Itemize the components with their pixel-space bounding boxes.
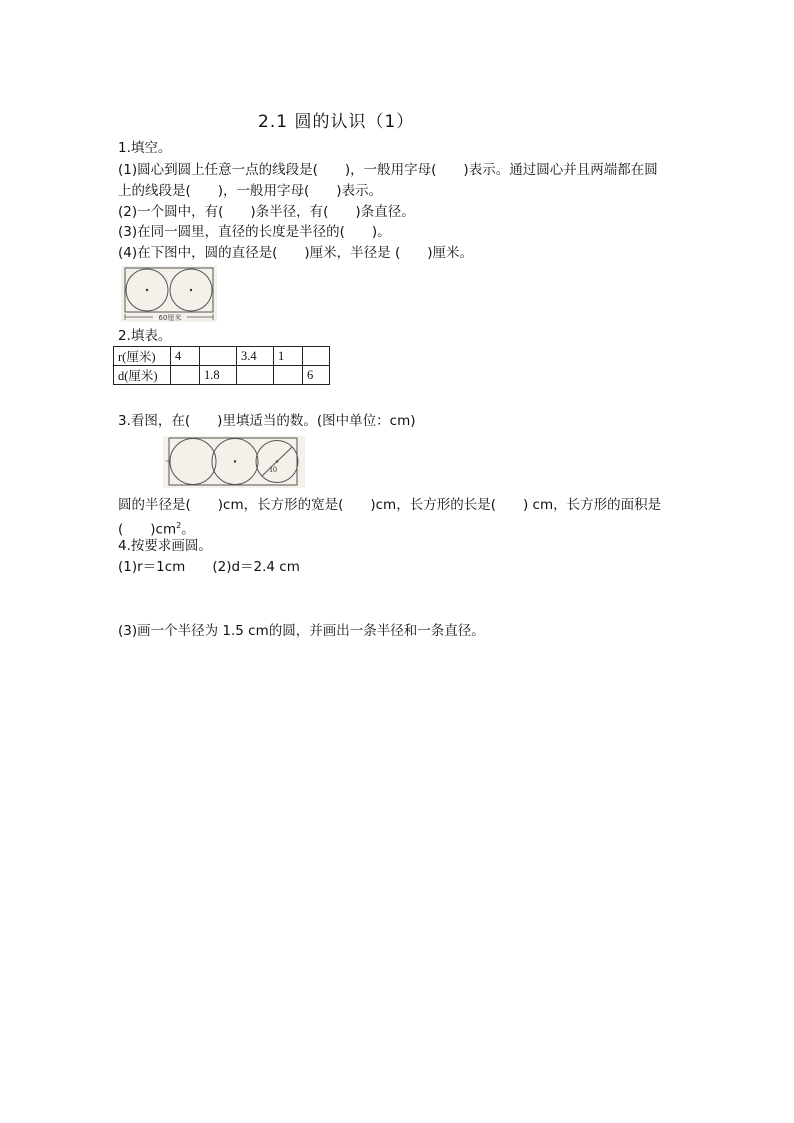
q3-line-2 (118, 518, 195, 538)
table-cell (171, 366, 200, 385)
q3-line-2-text: ( )cm (118, 521, 177, 538)
q1-line-4: (3)在同一圆里，直径的长度是半径的( )。 (118, 224, 391, 240)
q1-line-2: 上的线段是( )，一般用字母( )表示。 (118, 183, 383, 199)
table-row-label: r(厘米) (114, 347, 171, 366)
figure-width-label: 60厘米 (158, 314, 182, 322)
q2-heading: 2.填表。 (118, 328, 172, 344)
q1-heading: 1.填空。 (118, 140, 172, 156)
q3-line-2-end: 。 (181, 521, 195, 538)
table-cell: 1 (274, 347, 303, 366)
q4-heading: 4.按要求画圆。 (118, 538, 212, 554)
diameter-label: 10 (269, 465, 277, 474)
q3-line-1: 圆的半径是( )cm，长方形的宽是( )cm，长方形的长是( ) cm，长方形的面积是 (118, 497, 662, 513)
table-row-label: d(厘米) (114, 366, 171, 385)
table-cell (237, 366, 274, 385)
table-cell (274, 366, 303, 385)
table-row (114, 366, 330, 385)
q1-line-5: (4)在下图中，圆的直径是( )厘米，半径是 ( )厘米。 (118, 245, 473, 261)
table-cell: 4 (171, 347, 200, 366)
q1-line-3: (2)一个圆中，有( )条半径，有( )条直径。 (118, 204, 415, 220)
table-cell (200, 347, 237, 366)
q3-superscript: 2 (176, 521, 182, 530)
q4-line-1: (1)r＝1cm (2)d＝2.4 cm (118, 559, 300, 575)
two-circles-figure (121, 266, 217, 322)
three-circles-figure (163, 436, 305, 488)
q4-line-2: (3)画一个半径为 1.5 cm的圆，并画出一条半径和一条直径。 (118, 623, 485, 639)
page-title: 2.1 圆的认识（1） (258, 112, 415, 132)
table-cell (303, 347, 330, 366)
table-cell: 1.8 (200, 366, 237, 385)
table-cell: 3.4 (237, 347, 274, 366)
table-row (114, 347, 330, 366)
q1-line-1: (1)圆心到圆上任意一点的线段是( )，一般用字母( )表示。通过圆心并且两端都在圆 (118, 162, 658, 178)
q3-heading: 3.看图，在( )里填适当的数。(图中单位：cm) (118, 413, 416, 429)
table-cell: 6 (303, 366, 330, 385)
fill-table (113, 346, 330, 385)
